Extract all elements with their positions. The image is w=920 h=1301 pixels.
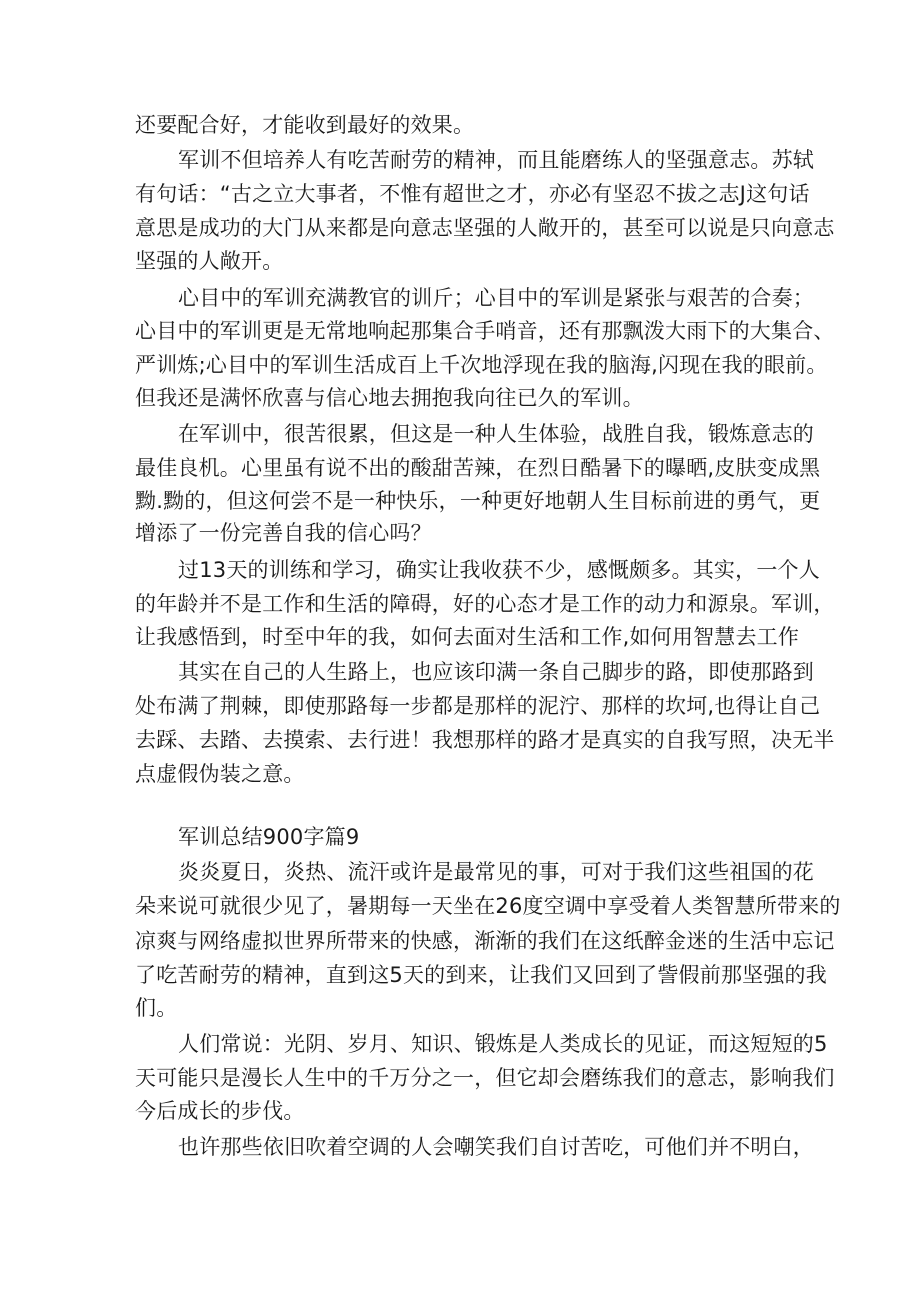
paragraph-line: 黝.黝的，但这何尝不是一种快乐，一种更好地朝人生目标前进的勇气，更 bbox=[135, 489, 821, 513]
paragraph-line: 严训炼;心目中的军训生活成百上千次地浮现在我的脑海,闪现在我的眼前。 bbox=[135, 353, 828, 377]
paragraph-line: 心目中的军训充满教官的训斤；心目中的军训是紧张与艰苦的合奏； bbox=[178, 286, 814, 310]
paragraph-line: 最佳良机。心里虽有说不出的酸甜苦辣，在烈日酷暑下的曝晒,皮肤变成黑 bbox=[135, 456, 821, 480]
paragraph-line: 人们常说：光阴、岁月、知识、锻炼是人类成长的见证，而这短短的5 bbox=[178, 1032, 828, 1056]
paragraph-line: 朵来说可就很少见了，暑期每一天坐在26度空调中享受着人类智慧所带来的 bbox=[135, 894, 841, 918]
paragraph-line: 今后成长的步伐。 bbox=[135, 1099, 305, 1123]
paragraph-line: 意思是成功的大门从来都是向意志坚强的人敞开的，甚至可以说是只向意志 bbox=[135, 216, 835, 240]
paragraph-line: 但我还是满怀欣喜与信心地去拥抱我向往已久的军训。 bbox=[135, 386, 644, 410]
paragraph-line: 炎炎夏日，炎热、流汗或许是最常见的事，可对于我们这些祖国的花 bbox=[178, 860, 814, 884]
paragraph-line: 还要配合好，才能收到最好的效果。 bbox=[135, 113, 475, 137]
paragraph-line: 其实在自己的人生路上，也应该印满一条自己脚步的路，即使那路到 bbox=[178, 660, 814, 684]
paragraph-line: 也许那些依旧吹着空调的人会嘲笑我们自讨苦吃，可他们并不明白， bbox=[178, 1135, 814, 1159]
paragraph-line: 去踩、去踏、去摸索、去行进！我想那样的路才是真实的自我写照，决无半 bbox=[135, 728, 835, 752]
paragraph-line: 让我感悟到，时至中年的我，如何去面对生活和工作,如何用智慧去工作 bbox=[135, 625, 800, 649]
paragraph-line: 的年龄并不是工作和生活的障碍，好的心态才是工作的动力和源泉。军训， bbox=[135, 592, 835, 616]
section-heading: 军训总结900字篇9 bbox=[178, 825, 360, 849]
paragraph-line: 过13天的训练和学习，确实让我收获不少，感慨颇多。其实，一个人 bbox=[178, 558, 820, 582]
paragraph-line: 天可能只是漫长人生中的千万分之一，但它却会磨练我们的意志，影响我们 bbox=[135, 1066, 835, 1090]
paragraph-line: 处布满了荆棘，即使那路每一步都是那样的泥泞、那样的坎坷,也得让自己 bbox=[135, 694, 821, 718]
paragraph-line: 心目中的军训更是无常地响起那集合手哨音，还有那飘泼大雨下的大集合、 bbox=[135, 319, 835, 343]
paragraph-line: 增添了一份完善自我的信心吗？ bbox=[135, 521, 432, 545]
paragraph-line: 们。 bbox=[135, 996, 178, 1020]
paragraph-line: 军训不但培养人有吃苦耐劳的精神，而且能磨练人的坚强意志。苏轼 bbox=[178, 148, 814, 172]
paragraph-line: 坚强的人敞开。 bbox=[135, 249, 284, 273]
paragraph-line: 凉爽与网络虚拟世界所带来的快感，渐渐的我们在这纸醉金迷的生活中忘记 bbox=[135, 929, 835, 953]
paragraph-line: 有句话：“古之立大事者，不惟有超世之才，亦必有坚忍不拔之志J这句话 bbox=[135, 182, 810, 206]
paragraph-line: 了吃苦耐劳的精神，直到这5天的到来，让我们又回到了訾假前那坚强的我 bbox=[135, 963, 827, 987]
paragraph-line: 在军训中，很苦很累，但这是一种人生体验，战胜自我，锻炼意志的 bbox=[178, 422, 814, 446]
paragraph-line: 点虚假伪装之意。 bbox=[135, 762, 305, 786]
